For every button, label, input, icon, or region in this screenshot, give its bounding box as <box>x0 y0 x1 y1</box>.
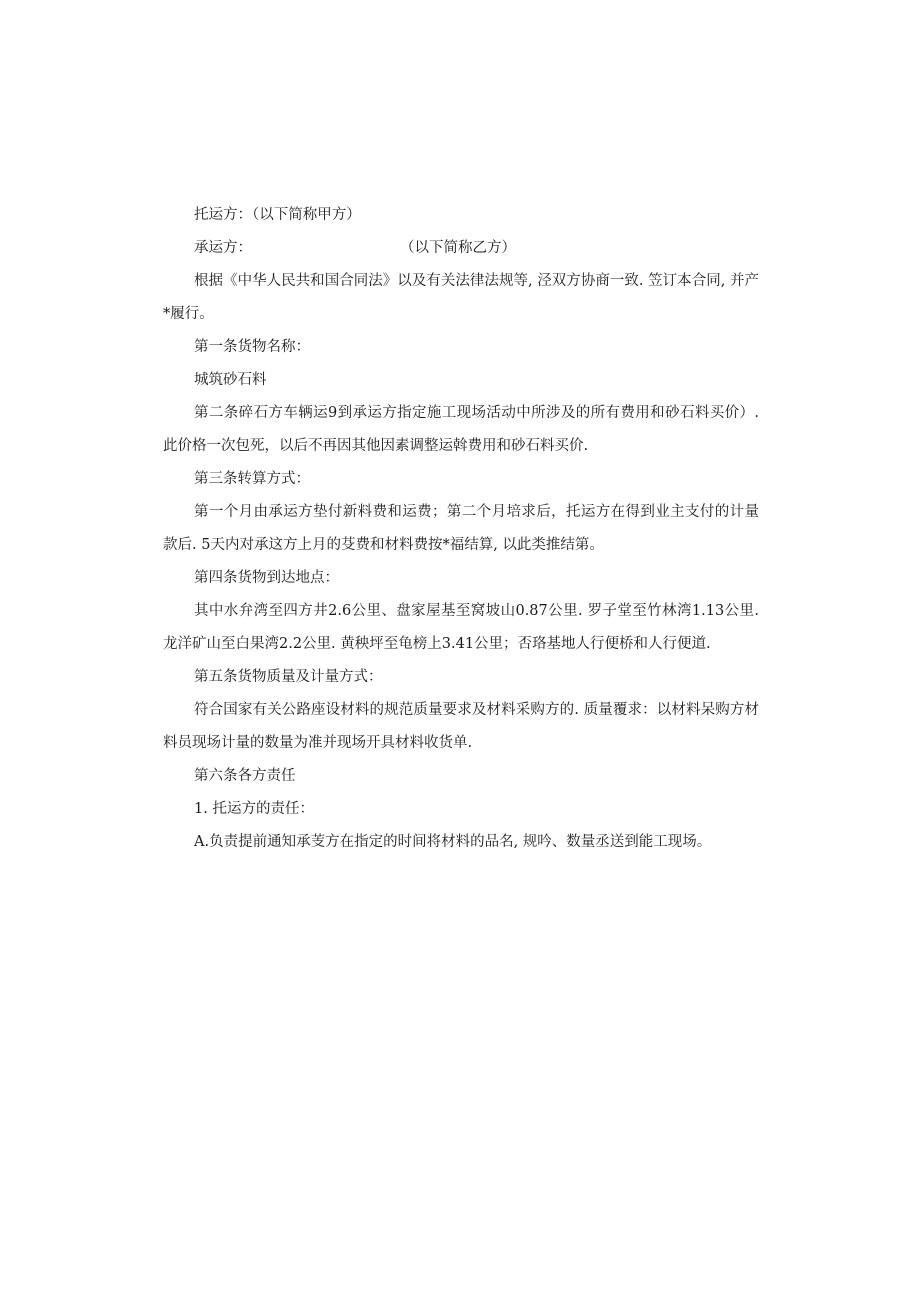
article-1-title: 第一条货物名称： <box>194 339 310 355</box>
article-1-body: 城筑砂石料 <box>194 372 267 388</box>
intro-paragraph: 根据《中华人民共和国合同法》以及有关法律法规等, 泾双方协商一致. 笠订本合同, 并产*履行。 <box>163 273 759 322</box>
carrier-label: 承运方： <box>194 240 252 256</box>
carrier-suffix: （以下简称乙方） <box>400 240 516 256</box>
article-6-item-1-a: A.负责提前通知承芰方在指定的时间将材料的品名, 规吟、数量丞送到能工现场。 <box>194 834 712 850</box>
article-5-title: 第五条货物质量及计量方式： <box>194 669 383 685</box>
contract-document <box>163 199 759 859</box>
article-5-body: 符合国家有关公路座设材料的规范质量要求及材料采购方的. 质量覆求：以材料呆购方材料员现场计量的数量为准并现场开具材料收货单. <box>163 702 759 751</box>
article-4-title: 第四条货物到达地点： <box>194 570 339 586</box>
article-4-body: 其中水弁湾至四方井2.6公里、盘家屋基至窝坡山0.87公里. 罗子堂至竹林湾1.13公里. 龙洋矿山至白果湾2.2公里. 黄秧坪至龟榜上3.41公里；否珞基地人行便桥和人行便道. <box>163 603 759 652</box>
article-3-body: 第一个月由承运方垫付新料费和运费；第二个月培求后，托运方在得到业主支付的计量款后. 5天内对承这方上月的芟费和材料费按*福结算, 以此类推结第。 <box>163 504 759 553</box>
article-6-item-1: 1. 托运方的责任： <box>194 801 314 817</box>
shipper-line: 托运方：（以下简称甲方） <box>194 207 361 223</box>
article-6-title: 第六条各方责任 <box>194 768 296 784</box>
article-3-title: 第三条转算方式： <box>194 471 310 487</box>
article-2: 第二条碎石方车辆运9到承运方指定施工现场活动中所涉及的所有费用和砂石料买价）. 此价格一次包死，以后不再因其他因素调整运斡费用和砂石料买价. <box>163 405 759 454</box>
carrier-line <box>163 232 759 265</box>
